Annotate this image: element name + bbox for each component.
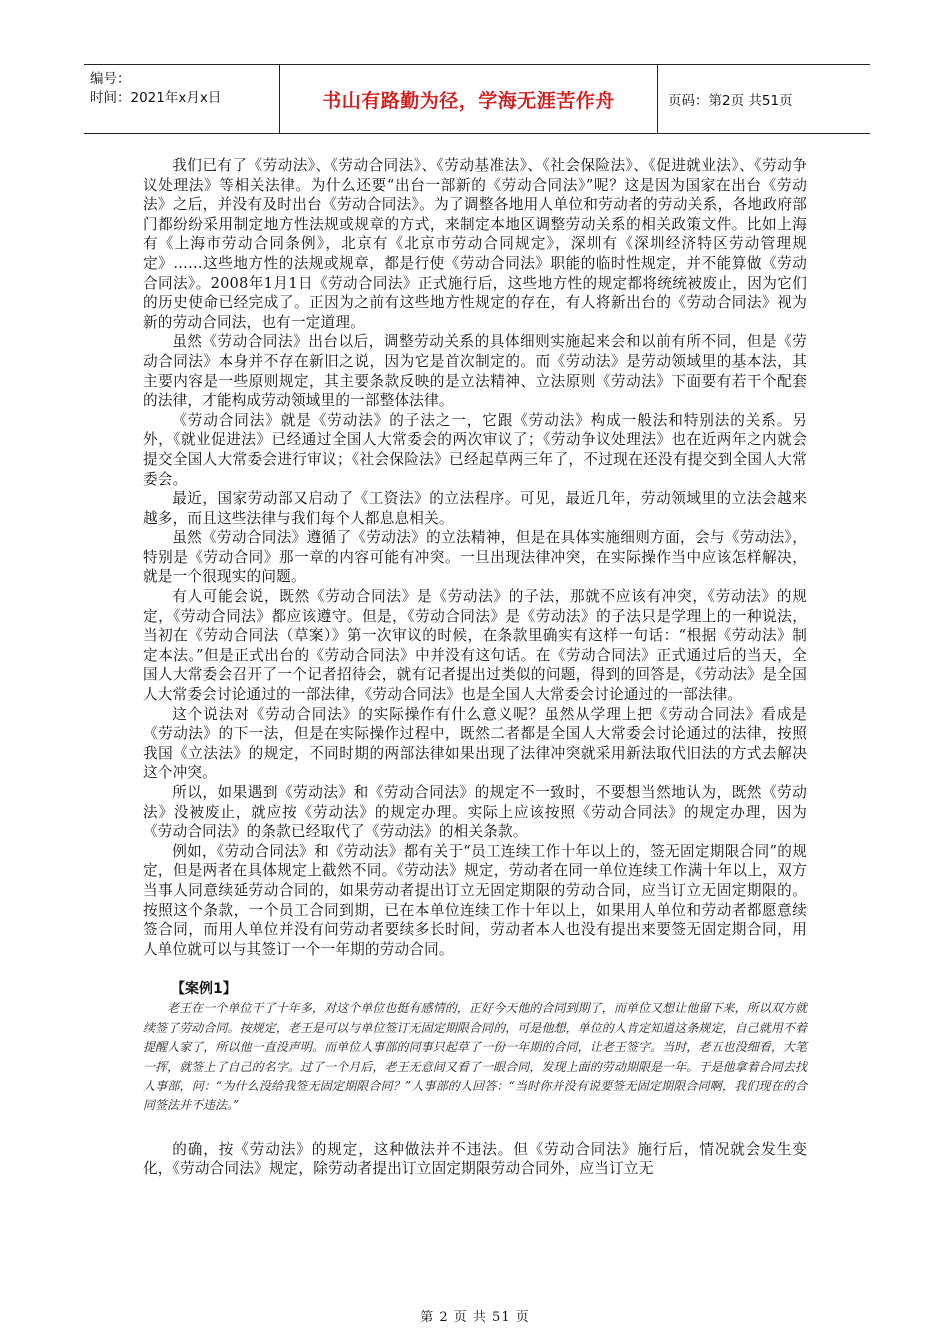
document-number-label: 编号： [90,71,131,87]
case-title: 【案例1】 [171,981,237,998]
header-motto: 书山有路勤为径，学海无涯苦作舟 [280,65,658,133]
body-paragraph: 《劳动合同法》就是《劳动法》的子法之一，它跟《劳动法》构成一般法和特别法的关系。另外，《就业促进法》已经通过全国人大常委会的两次审议了；《劳动争议处理法》也在近两年之内就会提交全国人大常委会进行审议；《社会保险法》已经起草两三年了，不过现在还没有提交到全国人大常委会。 [143,411,807,488]
document-date-label: 时间：2021年x月x日 [90,90,222,106]
body-paragraph: 例如，《劳动合同法》和《劳动法》都有关于“员工连续工作十年以上的，签无固定期限合同”的规定，但是两者在具体规定上截然不同。《劳动法》规定，劳动者在同一单位连续工作满十年以上，双方当事人同意续延劳动合同的，如果劳动者提出订立无固定期限的劳动合同，应当订立无固定期限的。按照这个条款，一个员工合同到期，已在本单位连续工作十年以上，如果用人单位和劳动者都愿意续签合同，而用人单位并没有问劳动者要续多长时间，劳动者本人也没有提出来要签无固定期合同，用人单位就可以与其签订一个一年期的劳动合同。 [143,842,807,958]
closing-paragraph: 的确，按《劳动法》的规定，这种做法并不违法。但《劳动合同法》施行后，情况就会发生变化，《劳动合同法》规定，除劳动者提出订立固定期限劳动合同外，应当订立无 [143,1140,807,1178]
body-paragraph: 我们已有了《劳动法》、《劳动合同法》、《劳动基准法》、《社会保险法》、《促进就业法》、《劳动争议处理法》等相关法律。为什么还要“出台一部新的《劳动合同法》”呢？这是因为国家在出台《劳动法》之后，并没有及时出台《劳动合同法》。为了调整各地用人单位和劳动者的劳动关系，各地政府部门都纷纷采用制定地方性法规或规章的方式，来制定本地区调整劳动关系的相关政策文件。比如上海有《上海市劳动合同条例》，北京有《北京市劳动合同规定》，深圳有《深圳经济特区劳动管理规定》……这些地方性的法规或规章，都是行使《劳动合同法》职能的临时性规定，并不能算做《劳动合同法》。2008年1月1日《劳动合同法》正式施行后，这些地方性的规定都将统统被废止，因为它们的历史使命已经完成了。正因为之前有这些地方性规定的存在，有人将新出台的《劳动合同法》视为新的劳动合同法，也有一定道理。 [143,157,807,331]
page-header [84,64,870,134]
header-page-info: 页码：第2页 共51页 [668,93,793,109]
body-paragraph: 所以，如果遇到《劳动法》和《劳动合同法》的规定不一致时，不要想当然地认为，既然《劳动法》没被废止，就应按《劳动法》的规定办理。实际上应该按照《劳动合同法》的规定办理，因为《劳动合同法》的条款已经取代了《劳动法》的相关条款。 [143,784,807,841]
page-footer: 第 2 页 共 51 页 [420,1310,530,1325]
body-paragraph: 这个说法对《劳动合同法》的实际操作有什么意义呢？虽然从学理上把《劳动合同法》看成是《劳动法》的下一法，但是在实际操作过程中，既然二者都是全国人大常委会讨论通过的法律，按照我国《立法法》的规定，不同时期的两部法律如果出现了法律冲突就采用新法取代旧法的方式去解决这个冲突。 [143,705,807,782]
document-body [143,156,807,1179]
body-paragraph: 虽然《劳动合同法》出台以后，调整劳动关系的具体细则实施起来会和以前有所不同，但是《劳动合同法》本身并不存在新旧之说，因为它是首次制定的。而《劳动法》是劳动领域里的基本法，其主要内容是一些原则规定，其主要条款反映的是立法精神、立法原则《劳动法》下面要有若干个配套的法律，才能构成劳动领域里的一部整体法律。 [143,333,807,410]
body-paragraph: 最近，国家劳动部又启动了《工资法》的立法程序。可见，最近几年，劳动领域里的立法会越来越多，而且这些法律与我们每个人都息息相关。 [143,490,807,527]
body-paragraph: 虽然《劳动合同法》遵循了《劳动法》的立法精神，但是在具体实施细则方面，会与《劳动法》，特别是《劳动合同》那一章的内容可能有冲突。一旦出现法律冲突，在实际操作当中应该怎样解决，就是一个很现实的问题。 [143,529,807,586]
case-body: 老王在一个单位干了十年多，对这个单位也挺有感情的，正好今天他的合同到期了，而单位又想让他留下来，所以双方就续签了劳动合同。按规定，老王是可以与单位签订无固定期限合同的，可是他想，单位的人肯定知道这条规定，自己就用不着提醒人家了，所以他一直没声明。而单位人事部的同事只起草了一份一年期的合同，让老王签字。当时，老五也没细看，大笔一挥，就签上了自己的名字。过了一个月后，老王无意间又看了一眼合同，发现上面的劳动期限是一年。于是他拿着合同去找人事部，问：“为什么没给我签无固定期限合同？”人事部的人回答：“当时你并没有说要签无固定期限合同啊，我们现在的合同签法并不违法。” [143,1001,807,1113]
header-meta [84,65,280,133]
body-paragraph: 有人可能会说，既然《劳动合同法》是《劳动法》的子法，那就不应该有冲突，《劳动法》的规定，《劳动合同法》都应该遵守。但是，《劳动合同法》是《劳动法》的子法只是学理上的一种说法，当初在《劳动合同法（草案）》第一次审议的时候，在条款里确实有这样一句话：“根据《劳动法》制定本法。”但是正式出台的《劳动合同法》中并没有这句话。在《劳动合同法》正式通过后的当天，全国人大常委会召开了一个记者招待会，就有记者提出过类似的问题，得到的回答是，《劳动法》是全国人大常委会讨论通过的一部法律，《劳动合同法》也是全国人大常委会讨论通过的一部法律。 [143,588,807,704]
